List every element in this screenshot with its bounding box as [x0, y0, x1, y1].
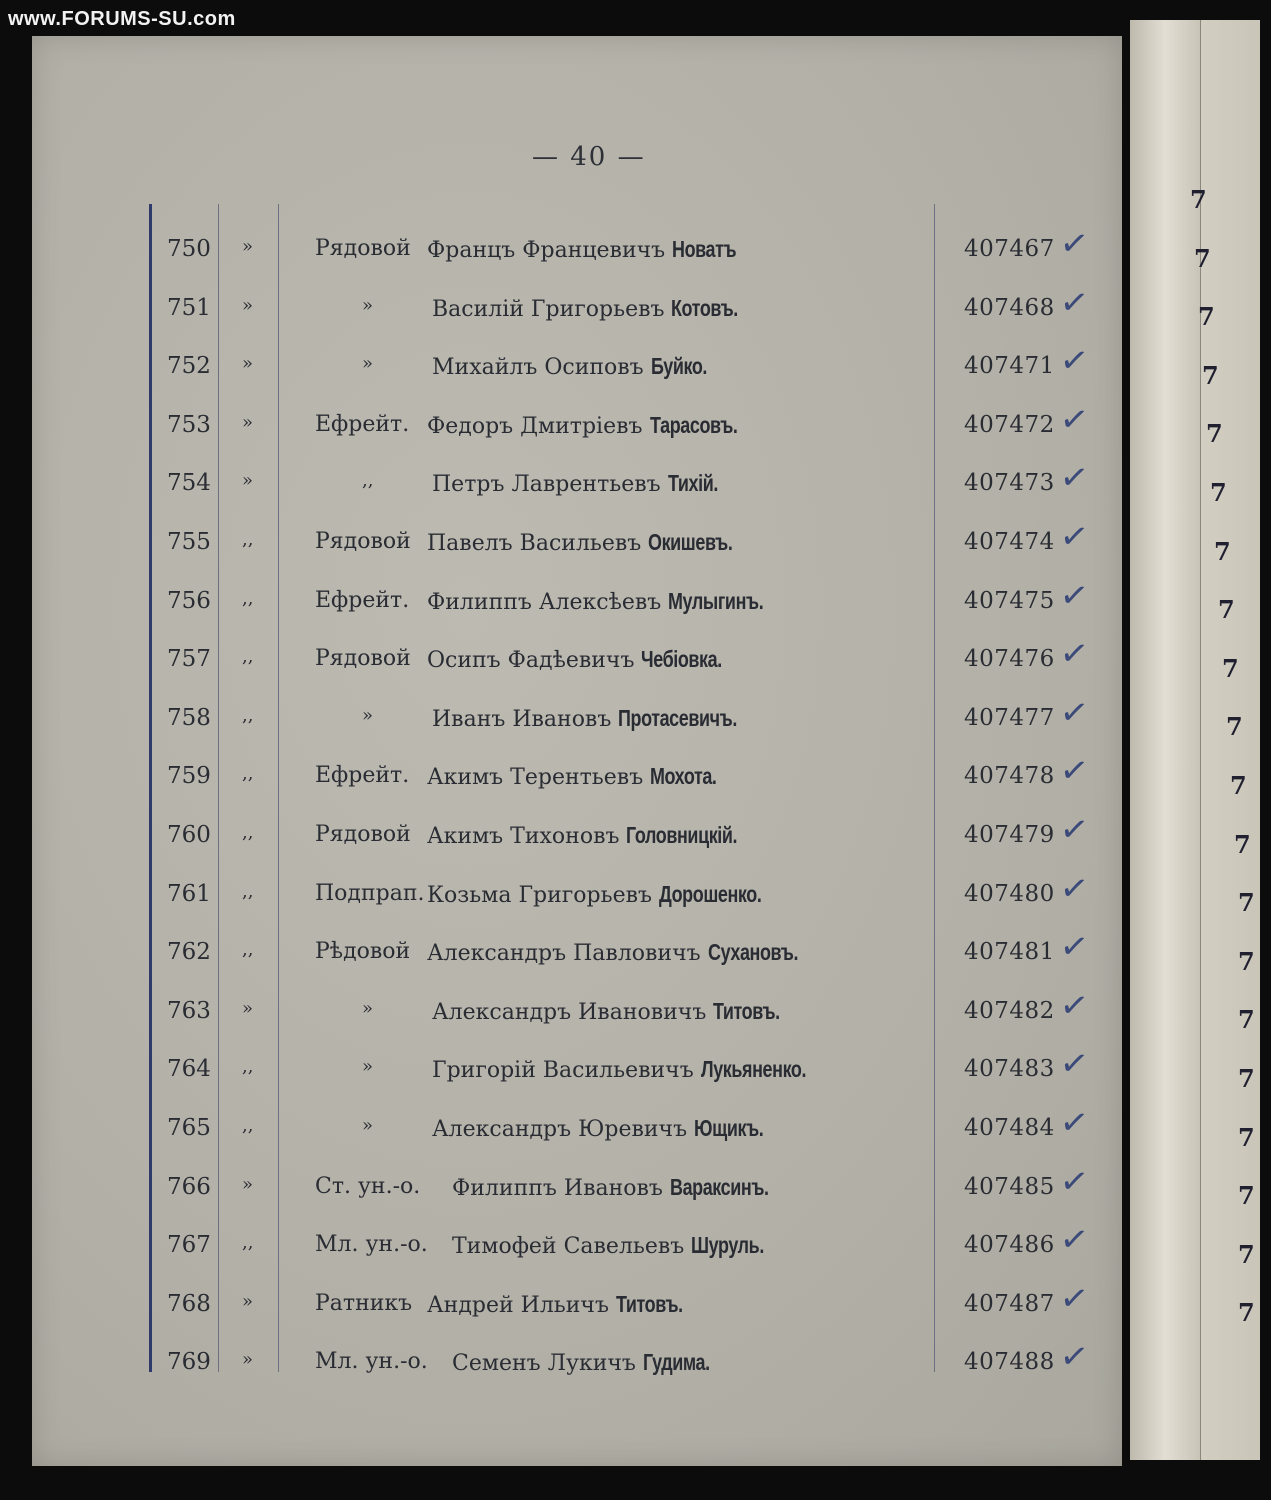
rank: Рядовой [315, 822, 411, 847]
entry-number: 756 [167, 587, 211, 614]
check-mark-icon: ✓ [1057, 339, 1092, 383]
table-row [32, 222, 1122, 280]
adjacent-page-number: 7 [1190, 185, 1207, 214]
person-name [452, 1349, 728, 1376]
given-name: Акимъ Тихоновъ [427, 824, 620, 849]
surname: Чебіовка. [641, 646, 723, 673]
token-number: 407474 [964, 529, 1055, 555]
adjacent-page-number: 7 [1238, 1239, 1255, 1269]
token-number: 407475 [964, 587, 1055, 614]
ditto-mark: » [242, 997, 254, 1019]
surname: Сухановъ. [707, 939, 798, 966]
given-name: Александръ Ивановичъ [432, 999, 707, 1025]
ditto-mark: ,, [242, 646, 254, 668]
table-row [32, 456, 1122, 514]
given-name: Филиппъ Алексѣевъ [427, 589, 662, 615]
person-name [427, 529, 757, 556]
token-number: 407482 [964, 997, 1055, 1024]
surname: Мулыгинъ. [668, 587, 764, 614]
given-name: Александръ Павловичъ [427, 941, 701, 967]
ditto-mark: » [242, 470, 254, 492]
rank: Ефрейт. [315, 411, 410, 437]
given-name: Андрей Ильичъ [427, 1292, 609, 1318]
given-name: Григорій Васильевичъ [432, 1058, 694, 1084]
ditto-mark: ,, [242, 939, 254, 961]
rank: Рѣдовой [315, 939, 411, 965]
adjacent-page-number: 7 [1194, 243, 1211, 273]
check-mark-icon: ✓ [1057, 515, 1092, 559]
given-name: Тимофей Савельевъ [452, 1234, 685, 1260]
entry-number: 750 [167, 236, 211, 262]
given-name: Павелъ Васильевъ [427, 531, 642, 556]
adjacent-page-number: 7 [1198, 302, 1215, 332]
entry-number: 761 [167, 880, 211, 907]
adjacent-page-number: 7 [1218, 595, 1235, 625]
adjacent-page-number: 7 [1238, 1064, 1255, 1093]
check-mark-icon: ✓ [1057, 222, 1092, 266]
adjacent-page-number: 7 [1202, 360, 1219, 390]
ditto-mark: ,, [242, 529, 254, 550]
person-name [432, 998, 799, 1025]
rank: Ефрейт. [315, 587, 410, 613]
check-mark-icon: ✓ [1057, 280, 1092, 325]
token-number: 407476 [964, 646, 1055, 673]
token-number: 407473 [964, 470, 1055, 497]
ditto-mark: » [242, 411, 254, 433]
surname: Титовъ. [615, 1290, 683, 1317]
table-row [32, 1160, 1122, 1218]
given-name: Петръ Лаврентьевъ [432, 472, 661, 498]
adjacent-page-number: 7 [1206, 419, 1223, 449]
table-row [32, 691, 1122, 749]
rank: » [362, 353, 374, 375]
surname: Мохота. [650, 763, 717, 790]
check-mark-icon: ✓ [1057, 398, 1092, 442]
person-name [427, 412, 762, 439]
entry-number: 751 [167, 294, 211, 321]
ditto-mark: » [242, 294, 254, 316]
adjacent-page-number: 7 [1238, 946, 1255, 976]
surname: Тарасовъ. [649, 411, 738, 438]
check-mark-icon: ✓ [1057, 573, 1092, 618]
token-number: 407480 [964, 880, 1055, 907]
entry-number: 762 [167, 939, 211, 966]
given-name: Федоръ Дмитріевъ [427, 413, 643, 439]
token-number: 407488 [964, 1349, 1055, 1376]
surname: Дорошенко. [659, 880, 762, 907]
given-name: Акимъ Терентьевъ [427, 765, 644, 791]
entry-number: 766 [167, 1173, 211, 1200]
entry-number: 764 [167, 1056, 211, 1083]
person-name [427, 881, 790, 908]
person-name [427, 236, 754, 263]
person-name [452, 1174, 796, 1201]
token-number: 407471 [964, 353, 1055, 380]
surname: Котовъ. [671, 294, 739, 321]
table-row [32, 574, 1122, 632]
check-mark-icon: ✓ [1057, 632, 1092, 676]
ditto-mark: ,, [242, 1232, 254, 1254]
rank: » [362, 1056, 374, 1078]
entry-number: 755 [167, 529, 211, 555]
rank: » [362, 1115, 374, 1136]
ditto-mark: » [242, 1173, 254, 1195]
ditto-mark: » [242, 1349, 254, 1371]
table-row [32, 515, 1122, 573]
person-name [427, 588, 790, 615]
check-mark-icon: ✓ [1057, 925, 1092, 969]
rank: Мл. ун.-о. [315, 1349, 428, 1375]
token-number: 407485 [964, 1173, 1055, 1200]
table-row [32, 984, 1122, 1042]
table-row [32, 398, 1122, 456]
entry-number: 767 [167, 1232, 211, 1259]
adjacent-page-number: 7 [1230, 771, 1247, 800]
check-mark-icon: ✓ [1057, 749, 1092, 794]
entry-number: 757 [167, 646, 211, 673]
entry-number: 759 [167, 763, 211, 790]
page-number: — 40 — [532, 142, 646, 172]
entry-number: 763 [167, 997, 211, 1024]
surname: Шуруль. [691, 1232, 765, 1259]
table-row [32, 925, 1122, 983]
given-name: Осипъ Фадѣевичъ [427, 648, 635, 674]
person-name [432, 470, 732, 497]
check-mark-icon: ✓ [1057, 866, 1092, 911]
adjacent-page-number: 7 [1238, 1122, 1255, 1152]
ditto-mark: ,, [242, 822, 254, 843]
check-mark-icon: ✓ [1057, 984, 1092, 1028]
table-row [32, 281, 1122, 339]
adjacent-page-number: 7 [1222, 653, 1239, 683]
ditto-mark: ,, [242, 1115, 254, 1136]
table-row [32, 749, 1122, 807]
adjacent-page-number: 7 [1210, 478, 1227, 507]
person-name [432, 295, 757, 322]
surname: Тихій. [667, 470, 718, 497]
adjacent-page-number: 7 [1238, 1005, 1255, 1035]
person-name [427, 822, 769, 849]
rank: ,, [362, 470, 374, 492]
person-name [427, 646, 745, 673]
ditto-mark: ,, [242, 880, 254, 902]
check-mark-icon: ✓ [1057, 1101, 1092, 1145]
surname: Новатъ [672, 236, 737, 262]
adjacent-page-number: 7 [1238, 888, 1255, 918]
entry-number: 765 [167, 1115, 211, 1141]
entry-number: 758 [167, 704, 211, 731]
adjacent-page-number: 7 [1238, 1181, 1255, 1211]
given-name: Иванъ Ивановъ [432, 706, 612, 732]
adjacent-page-fold [1130, 20, 1201, 1460]
entry-number: 769 [167, 1349, 211, 1376]
check-mark-icon: ✓ [1057, 1042, 1092, 1087]
ditto-mark: » [242, 236, 254, 257]
rank: Рядовой [315, 646, 411, 672]
token-number: 407468 [964, 294, 1055, 321]
watermark: www.FORUMS-SU.com [8, 8, 236, 30]
token-number: 407479 [964, 822, 1055, 848]
token-number: 407484 [964, 1115, 1055, 1141]
rank: Рядовой [315, 236, 411, 261]
entry-number: 753 [167, 411, 211, 438]
check-mark-icon: ✓ [1057, 456, 1092, 501]
person-name [427, 1291, 702, 1318]
given-name: Александръ Юревичъ [432, 1117, 688, 1142]
entry-number: 752 [167, 353, 211, 380]
surname: Вараксинъ. [669, 1173, 769, 1200]
ditto-mark: ,, [242, 1056, 254, 1078]
entry-number: 754 [167, 470, 211, 497]
token-number: 407472 [964, 411, 1055, 438]
person-name [432, 1056, 835, 1083]
token-number: 407478 [964, 763, 1055, 790]
rank: » [362, 704, 374, 726]
ditto-mark: » [242, 353, 254, 375]
entry-number: 768 [167, 1290, 211, 1317]
given-name: Филиппъ Ивановъ [452, 1175, 663, 1201]
check-mark-icon: ✓ [1057, 1277, 1092, 1321]
check-mark-icon: ✓ [1057, 691, 1092, 735]
rank: Ратникъ [315, 1290, 413, 1316]
token-number: 407487 [964, 1290, 1055, 1317]
adjacent-page-number: 7 [1238, 1298, 1255, 1328]
token-number: 407483 [964, 1056, 1055, 1083]
person-name [427, 939, 823, 966]
rank: Ст. ун.-о. [315, 1173, 421, 1199]
ditto-mark: » [242, 1290, 254, 1312]
check-mark-icon: ✓ [1057, 1335, 1092, 1380]
check-mark-icon: ✓ [1057, 1159, 1092, 1204]
surname: Ющикъ. [694, 1115, 764, 1141]
ditto-mark: ,, [242, 763, 254, 785]
table-row [32, 339, 1122, 397]
rank: Подпрап. [315, 880, 425, 906]
adjacent-page-number: 7 [1226, 712, 1243, 742]
surname: Гудима. [642, 1349, 710, 1376]
token-number: 407486 [964, 1232, 1055, 1259]
document-page [32, 36, 1122, 1466]
table-row [32, 1277, 1122, 1335]
token-number: 407467 [964, 236, 1055, 262]
ditto-mark: ,, [242, 704, 254, 726]
adjacent-page-number: 7 [1214, 536, 1231, 566]
given-name: Козьма Григорьевъ [427, 882, 653, 908]
adjacent-page-number: 7 [1234, 829, 1251, 859]
given-name: Францъ Францевичъ [427, 238, 666, 263]
surname: Лукьяненко. [700, 1056, 806, 1083]
given-name: Михайлъ Осиповъ [432, 355, 644, 381]
ditto-mark: ,, [242, 587, 254, 609]
rank: » [362, 997, 374, 1019]
surname: Протасевичъ. [618, 704, 738, 731]
entry-number: 760 [167, 822, 211, 848]
surname: Головницкій. [626, 822, 738, 848]
person-name [432, 1115, 783, 1142]
table-row [32, 808, 1122, 866]
surname: Окишевъ. [648, 529, 733, 555]
table-row [32, 1042, 1122, 1100]
given-name: Семенъ Лукичъ [452, 1351, 636, 1377]
person-name [432, 353, 722, 380]
rank: Ефрейт. [315, 763, 410, 789]
table-row [32, 1218, 1122, 1276]
check-mark-icon: ✓ [1057, 808, 1092, 852]
token-number: 407481 [964, 939, 1055, 966]
rank: Рядовой [315, 529, 411, 554]
person-name [427, 763, 735, 790]
person-name [452, 1232, 785, 1259]
table-row [32, 632, 1122, 690]
check-mark-icon: ✓ [1057, 1218, 1092, 1262]
surname: Титовъ. [713, 997, 781, 1024]
surname: Буйко. [650, 353, 707, 380]
person-name [432, 705, 771, 732]
table-row [32, 1101, 1122, 1159]
rank: Мл. ун.-о. [315, 1232, 428, 1258]
rank: » [362, 294, 374, 316]
table-row [32, 867, 1122, 925]
given-name: Василій Григорьевъ [432, 296, 665, 322]
table-row [32, 1335, 1122, 1393]
token-number: 407477 [964, 704, 1055, 731]
